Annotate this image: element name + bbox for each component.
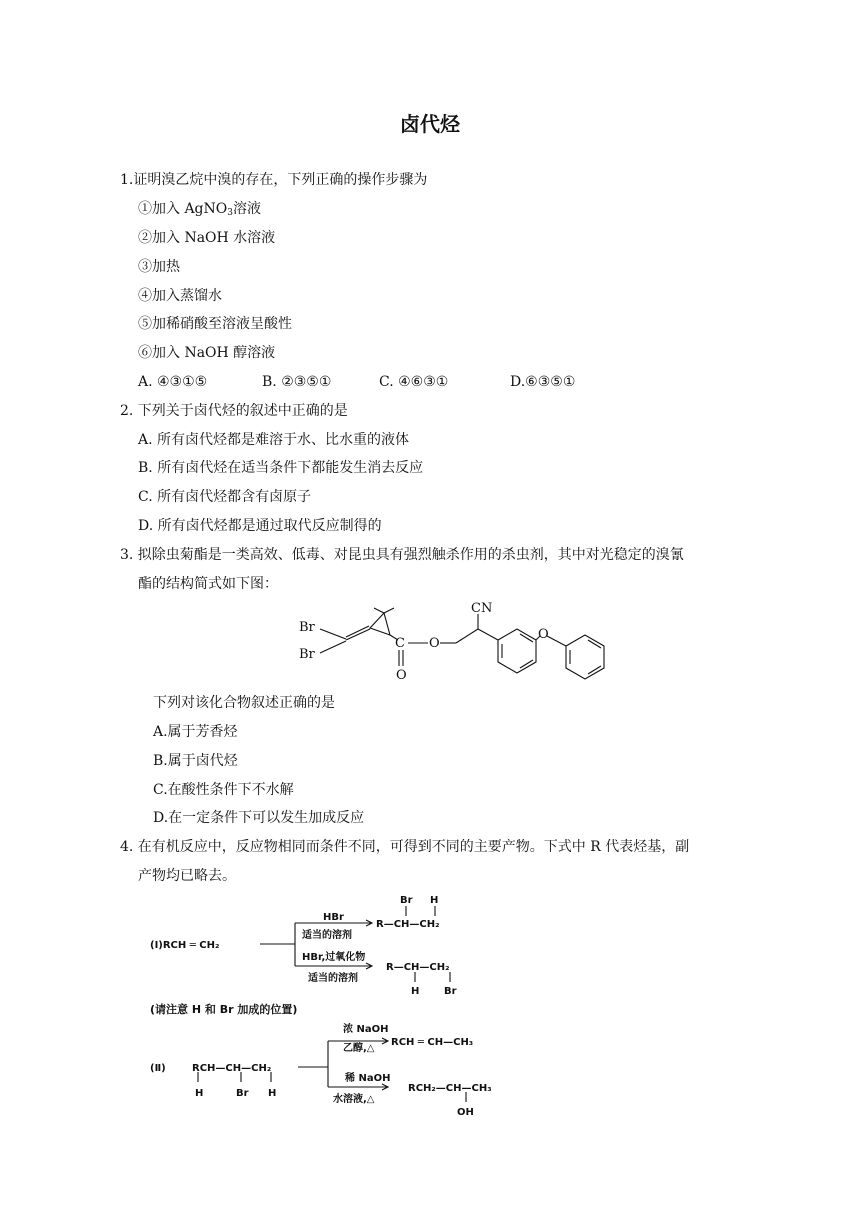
q3-option-a: A.属于芳香烃 (153, 724, 238, 740)
r2-prefix: (Ⅱ) (150, 1063, 166, 1074)
q2-stem: 2. 下列关于卤代烃的叙述中正确的是 (120, 403, 348, 419)
addition-note: (请注意 H 和 Br 加成的位置) (150, 1003, 298, 1016)
ether-o-label: O (538, 627, 549, 642)
r1-p2-br: Br (444, 986, 457, 997)
r2-cond-bottom2: 水溶液,△ (333, 1094, 375, 1105)
br-label-1: Br (299, 620, 315, 635)
br-label-2: Br (299, 647, 315, 662)
q2-option-a: A. 所有卤代烃都是难溶于水、比水重的液体 (138, 432, 410, 448)
q1-step-6: ⑥加入 NaOH 醇溶液 (138, 345, 276, 361)
r1-cond-top: HBr (323, 912, 344, 923)
r2-cond-bottom1: 稀 NaOH (345, 1073, 391, 1084)
reaction-scheme (150, 890, 530, 1118)
q1-step-4: ④加入蒸馏水 (138, 288, 222, 304)
carbonyl-c-label: C (395, 636, 405, 651)
r2-reactant: RCH—CH—CH₂ (192, 1063, 272, 1074)
r1-product-1: R—CH—CH₂ (376, 919, 440, 930)
q3-option-b: B.属于卤代烃 (153, 753, 238, 769)
r2-product-1: RCH ═ CH—CH₃ (391, 1037, 474, 1048)
r2-h2: H (268, 1088, 277, 1099)
r1-product-2: R—CH—CH₂ (386, 962, 450, 973)
r2-cond-top2: 乙醇,△ (343, 1043, 375, 1054)
carbonyl-o-label: O (396, 668, 407, 683)
r1-cond-bottom: 适当的溶剂 (308, 973, 358, 984)
q1-option-d: D.⑥③⑤① (510, 374, 576, 390)
q3-stem-line1: 3. 拟除虫菊酯是一类高效、低毒、对昆虫具有强烈触杀作用的杀虫剂，其中对光稳定的溴氰 (120, 547, 684, 563)
r2-h1: H (195, 1088, 204, 1099)
page-title: 卤代烃 (400, 112, 460, 136)
r1-cond-bottom-above: HBr,过氧化物 (302, 952, 366, 963)
r1-p2-h: H (411, 986, 420, 997)
r2-product-2: RCH₂—CH—CH₃ (408, 1083, 492, 1094)
q1-option-c: C. ④⑥③① (379, 374, 449, 390)
q4-stem-line1: 4. 在有机反应中，反应物相同而条件不同，可得到不同的主要产物。下式中 R 代表烃基，副 (120, 839, 690, 855)
q1-step-2: ②加入 NaOH 水溶液 (138, 230, 276, 246)
r1-cond-top-below: 适当的溶剂 (302, 930, 352, 941)
q4-stem-line2: 产物均已略去。 (138, 868, 236, 884)
r1-p1-h: H (430, 895, 439, 906)
r2-p2-oh: OH (457, 1107, 474, 1118)
r2-br: Br (236, 1088, 249, 1099)
deltamethrin-structure (290, 596, 610, 688)
q3-option-d: D.在一定条件下可以发生加成反应 (153, 810, 365, 826)
r2-cond-top1: 浓 NaOH (343, 1024, 389, 1035)
cn-label: CN (471, 601, 493, 616)
q1-step-1: ①加入 AgNO$_3$溶液 (138, 201, 261, 218)
q1-stem: 1.证明溴乙烷中溴的存在，下列正确的操作步骤为 (120, 172, 428, 188)
ester-o-label: O (429, 636, 440, 651)
q2-option-b: B. 所有卤代烃在适当条件下都能发生消去反应 (138, 460, 424, 476)
q2-option-d: D. 所有卤代烃都是通过取代反应制得的 (138, 518, 382, 534)
q1-option-b: B. ②③⑤① (262, 374, 332, 390)
q3-option-c: C.在酸性条件下不水解 (153, 782, 294, 798)
q2-option-c: C. 所有卤代烃都含有卤原子 (138, 489, 312, 505)
q3-question: 下列对该化合物叙述正确的是 (153, 695, 335, 711)
r1-reactant: (Ⅰ)RCH ═ CH₂ (150, 940, 220, 951)
q3-stem-line2: 酯的结构简式如下图： (138, 576, 278, 592)
q1-option-a: A. ④③①⑤ (138, 374, 208, 390)
q1-step-5: ⑤加稀硝酸至溶液呈酸性 (138, 316, 292, 332)
r1-p1-br: Br (400, 895, 413, 906)
q1-step-3: ③加热 (138, 259, 180, 275)
